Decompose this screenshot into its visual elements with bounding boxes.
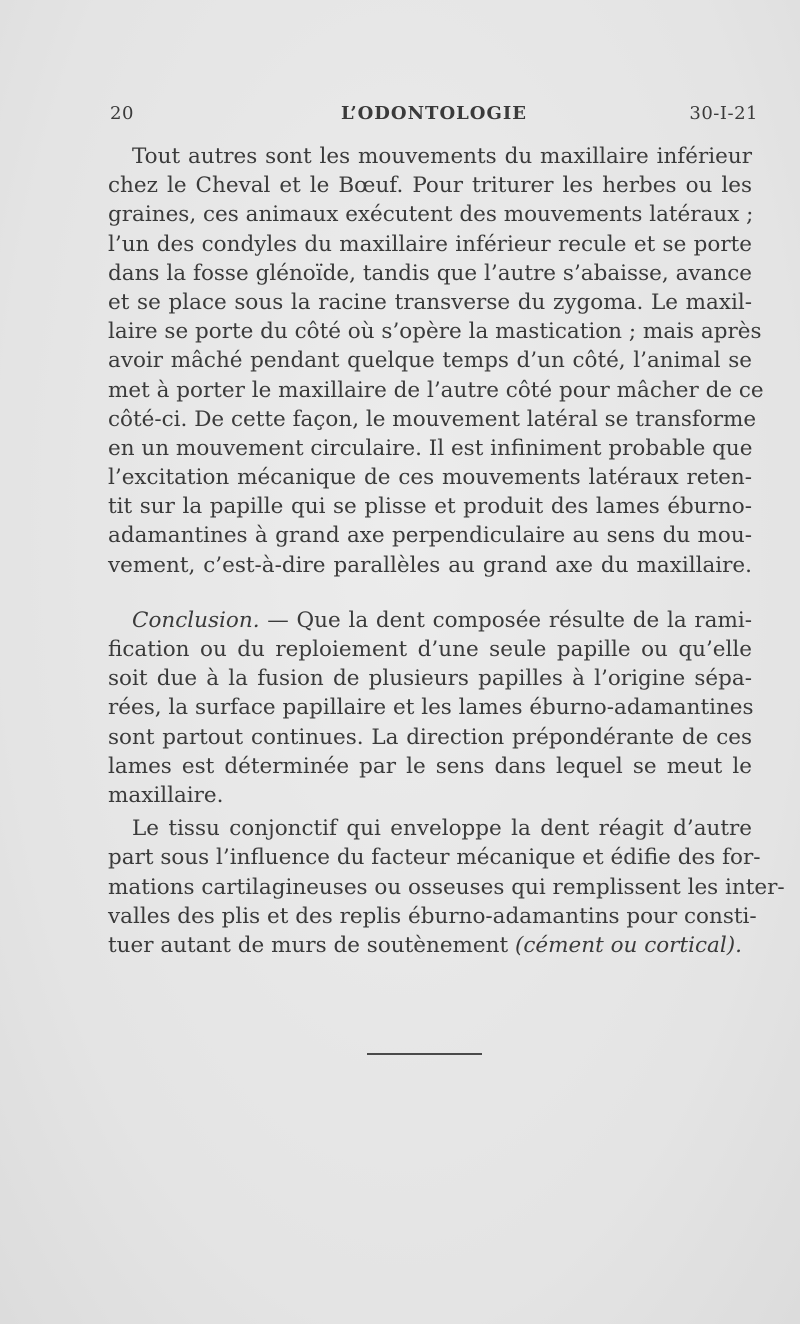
text-fragment: — Que la dent composée résulte de la rami-	[259, 607, 752, 633]
body-text	[108, 142, 785, 960]
text-line: part sous l’influence du facteur mécanique et édifie des for-	[108, 845, 761, 871]
text-line: fication ou du reploiement d’une seule papille ou qu’elle	[108, 637, 752, 662]
section-end-rule	[370, 1053, 482, 1055]
text-line	[108, 606, 752, 635]
text-line: sont partout continues. La direction prépondérante de ces	[108, 724, 752, 750]
text-line: et se place sous la racine transverse du zygoma. Le maxil-	[108, 289, 752, 315]
text-line: rées, la surface papillaire et les lames éburno-adamantines	[108, 695, 754, 721]
text-line: Tout autres sont les mouvements du maxillaire inférieur	[132, 144, 752, 169]
page-header	[110, 103, 758, 129]
text-line: mations cartilagineuses ou osseuses qui remplissent les inter-	[108, 874, 785, 900]
text-line: valles des plis et des replis éburno-adamantins pour consti-	[108, 903, 757, 929]
paragraph-conclusion	[108, 606, 752, 810]
text-line: côté-ci. De cette façon, le mouvement latéral se transforme	[108, 406, 757, 432]
text-line: avoir mâché pendant quelque temps d’un côté, l’animal se	[108, 348, 752, 374]
text-line: soit due à la fusion de plusieurs papilles à l’origine sépa-	[108, 666, 752, 692]
text-line: en un mouvement circulaire. Il est infiniment probable que	[108, 435, 753, 461]
paragraph-spacer	[108, 580, 752, 606]
conclusion-heading: Conclusion.	[132, 607, 260, 633]
italic-term: (cément ou cortical).	[514, 932, 742, 958]
text-line: Le tissu conjonctif qui enveloppe la dent réagit d’autre	[132, 816, 752, 842]
text-line: l’excitation mécanique de ces mouvements latéraux reten-	[108, 465, 752, 491]
text-line: dans la fosse glénoïde, tandis que l’autre s’abaisse, avance	[108, 260, 752, 286]
text-line: lames est déterminée par le sens dans lequel se meut le	[108, 753, 752, 779]
text-line: tit sur la papille qui se plisse et produit des lames éburno-	[108, 494, 752, 520]
running-title: L’ODONTOLOGIE	[341, 103, 527, 124]
text-line: vement, c’est-à-dire parallèles au grand axe du maxillaire.	[108, 552, 752, 578]
text-line: laire se porte du côté où s’opère la mastication ; mais après	[108, 319, 762, 345]
text-fragment: tuer autant de murs de soutènement	[108, 932, 515, 958]
text-line: met à porter le maxillaire de l’autre côté pour mâcher de ce	[108, 377, 764, 403]
text-line: graines, ces animaux exécutent des mouvements latéraux ;	[108, 202, 754, 228]
issue-date: 30-I-21	[689, 103, 758, 124]
text-line: maxillaire.	[108, 782, 224, 808]
paragraph-mouvements	[108, 142, 764, 580]
paragraph-tissu-conjonctif	[108, 814, 785, 960]
page-number: 20	[110, 103, 134, 124]
text-line: adamantines à grand axe perpendiculaire au sens du mou-	[108, 523, 752, 549]
text-line: l’un des condyles du maxillaire inférieur recule et se porte	[108, 231, 752, 257]
text-line	[108, 931, 752, 960]
text-line: chez le Cheval et le Bœuf. Pour triturer les herbes ou les	[108, 173, 752, 199]
